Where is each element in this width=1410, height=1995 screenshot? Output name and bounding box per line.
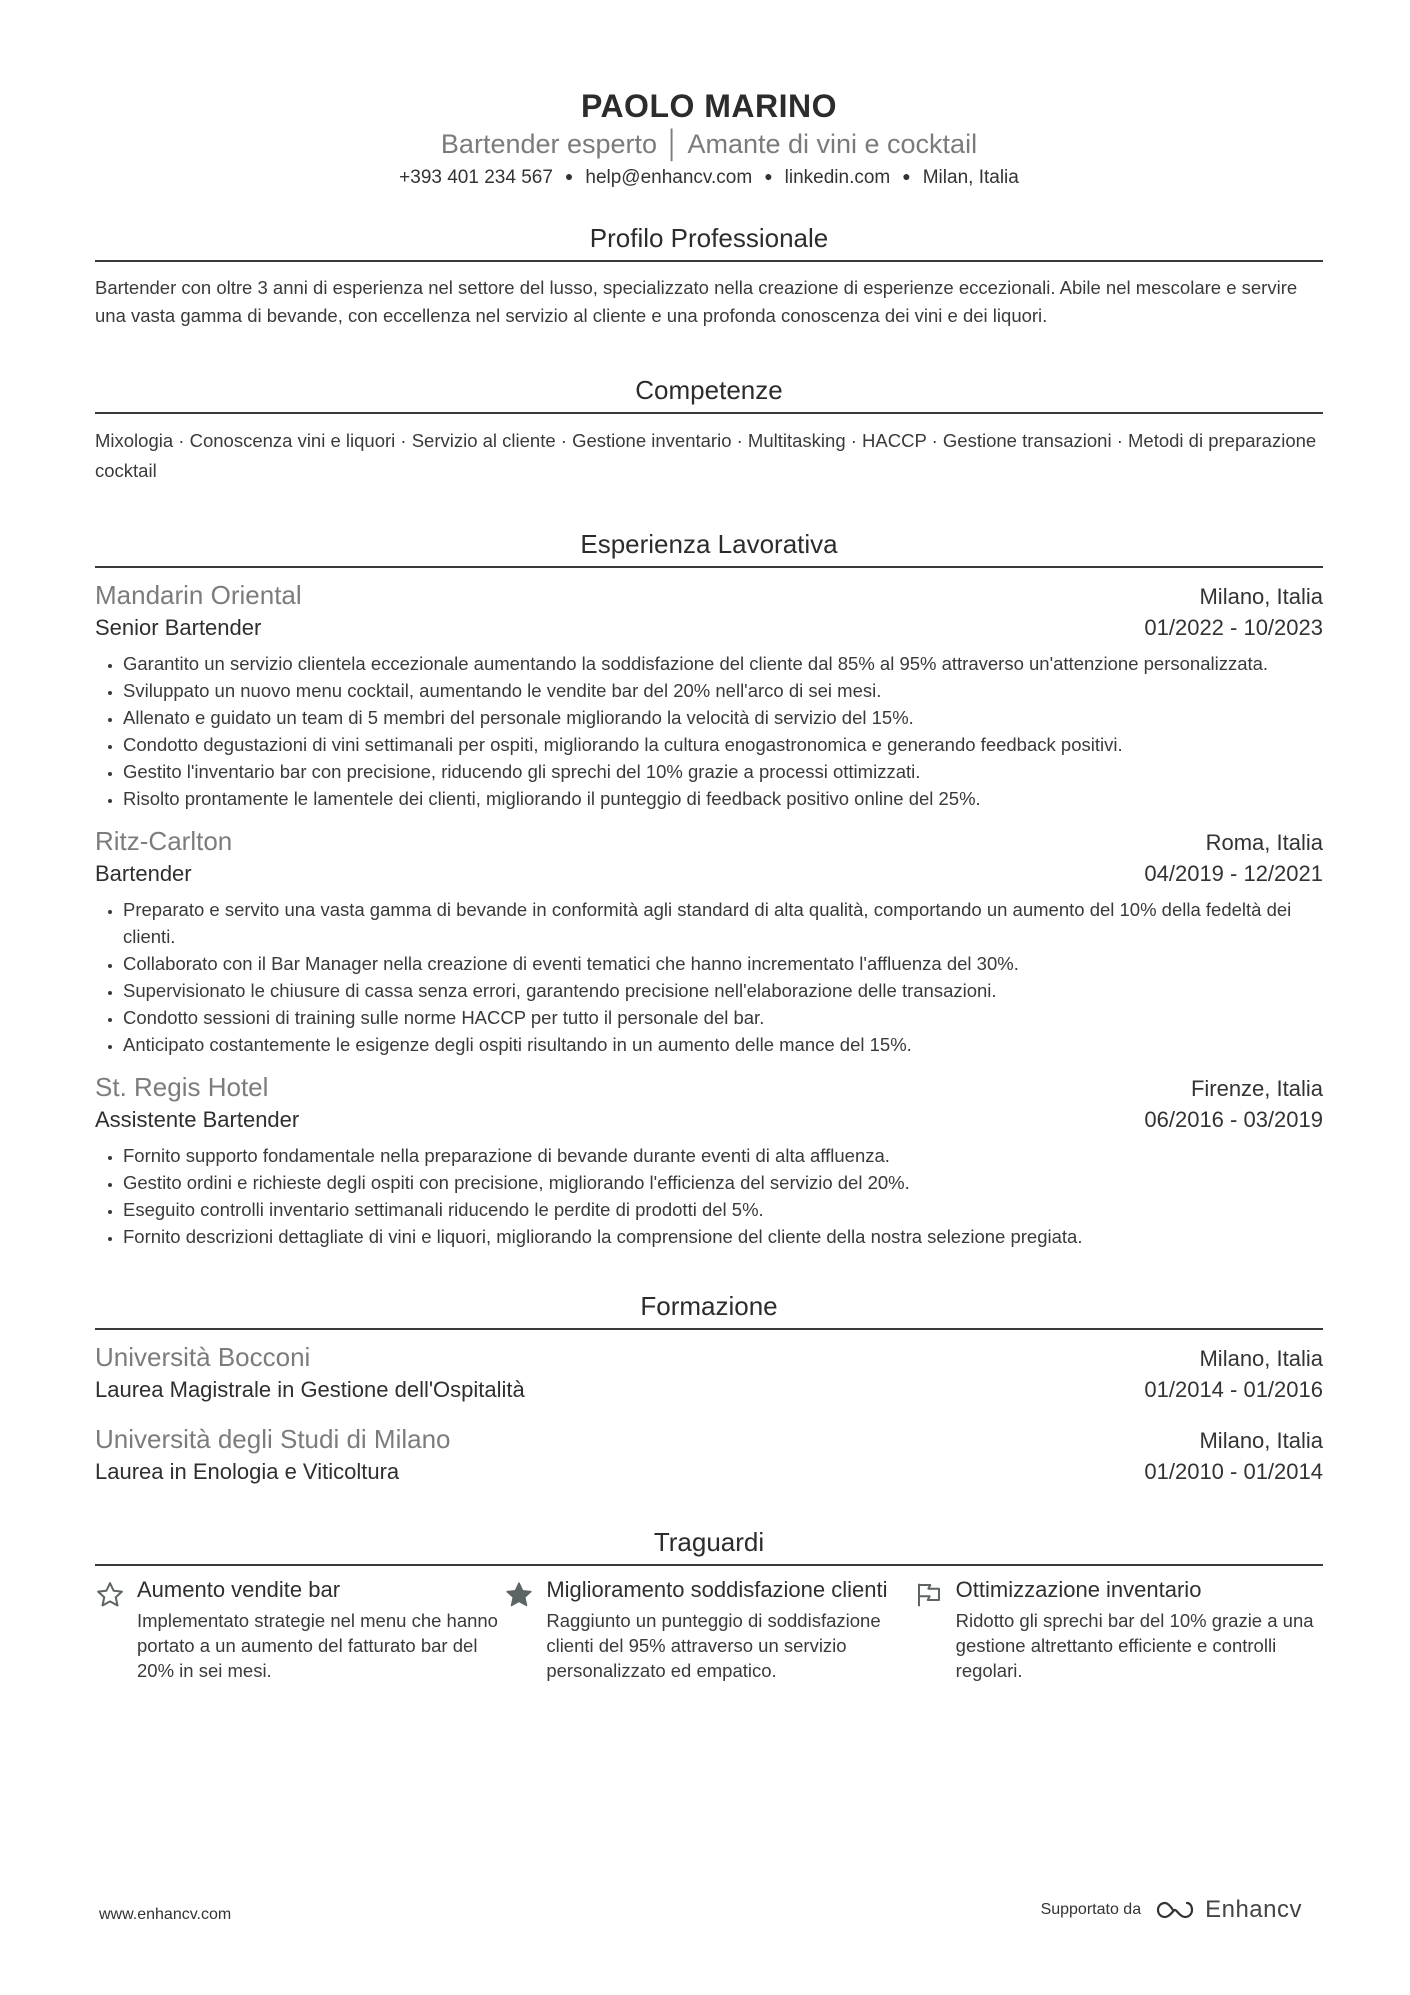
achievement-title: Aumento vendite bar (137, 1577, 341, 1602)
section-title-education: Formazione (95, 1288, 1323, 1330)
section-title-experience: Esperienza Lavorativa (95, 526, 1323, 568)
contact-linkedin[interactable]: linkedin.com (784, 167, 891, 188)
achievement-body (546, 1576, 913, 1683)
school-name: Università degli Studi di Milano (95, 1424, 451, 1454)
list-item: • Supervisionato le chiusure di cassa senza errori, garantendo precisione nell'elaborazione delle transazioni. (123, 977, 1323, 1004)
list-item: • Condotto sessioni di training sulle norme HACCP per tutto il personale del bar. (123, 1004, 1323, 1031)
list-item: • Garantito un servizio clientela eccezionale aumentando la soddisfazione del cliente dal 85% al 95% attraverso un'attenzione personalizzata. (123, 650, 1323, 677)
separator-dot-icon: ● (764, 168, 773, 184)
candidate-name: PAOLO MARINO (580, 88, 838, 124)
degree-name: Laurea Magistrale in Gestione dell'Ospitalità (95, 1377, 525, 1402)
entry-role-row (95, 612, 1323, 644)
profile-text: Bartender con oltre 3 anni di esperienza nel settore del lusso, specializzato nella creazione di esperienze eccezionali. Abile nel mescolare e servire una vasta gamma di bevande, con eccellenza nel servizio al cliente e una profonda conoscenza dei vini e dei liquori. (95, 277, 1298, 326)
company-name: Mandarin Oriental (95, 580, 302, 610)
list-item: • Gestito ordini e richieste degli ospiti con precisione, migliorando l'efficienza del servizio del 20%. (123, 1169, 1323, 1196)
skills-section (95, 372, 1323, 486)
experience-entry (95, 824, 1323, 1058)
company-location: Milano, Italia (1199, 584, 1323, 609)
job-dates: 01/2022 - 10/2023 (1144, 615, 1323, 640)
star-outline-icon (95, 1576, 137, 1615)
list-item: • Gestito l'inventario bar con precisione, riducendo gli sprechi del 10% grazie a processi ottimizzati. (123, 758, 1323, 785)
job-bullets (95, 650, 1323, 812)
job-role: Assistente Bartender (95, 1107, 300, 1132)
flag-icon (914, 1576, 956, 1615)
company-name: Ritz-Carlton (95, 826, 233, 856)
achievement-body (137, 1576, 504, 1683)
section-title-skills: Competenze (95, 372, 1323, 414)
list-item: • Sviluppato un nuovo menu cocktail, aumentando le vendite bar del 20% nell'arco di sei mesi. (123, 677, 1323, 704)
star-filled-icon (504, 1576, 546, 1615)
education-entry (95, 1340, 1323, 1406)
achievements-grid (95, 1576, 1323, 1683)
list-item: • Anticipato costantemente le esigenze degli ospiti risultando in un aumento delle mance del 15%. (123, 1031, 1323, 1058)
achievement-title: Miglioramento soddisfazione clienti (546, 1577, 888, 1602)
education-entry (95, 1422, 1323, 1488)
achievements-section (95, 1524, 1323, 1683)
entry-header-row (95, 1422, 1323, 1456)
resume-content (95, 0, 1323, 1683)
list-item: • Collaborato con il Bar Manager nella creazione di eventi tematici che hanno incrementato l'affluenza del 30%. (123, 950, 1323, 977)
degree-dates: 01/2014 - 01/2016 (1144, 1377, 1323, 1402)
enhancv-logo-icon (1153, 1899, 1197, 1921)
entry-header-row (95, 578, 1323, 612)
list-item: • Preparato e servito una vasta gamma di bevande in conformità agli standard di alta qualità, comportando un aumento del 10% della fedeltà dei clienti. (123, 896, 1323, 950)
degree-dates: 01/2010 - 01/2014 (1144, 1459, 1323, 1484)
job-dates: 04/2019 - 12/2021 (1144, 861, 1323, 886)
separator-dot-icon: ● (902, 168, 911, 184)
contact-location: Milan, Italia (922, 167, 1019, 188)
candidate-title: Bartender esperto │ Amante di vini e cocktail (440, 129, 978, 159)
entry-degree-row (95, 1374, 1323, 1406)
list-item: • Fornito descrizioni dettagliate di vini e liquori, migliorando la comprensione del cliente della nostra selezione pregiata. (123, 1223, 1323, 1250)
job-role: Senior Bartender (95, 615, 262, 640)
achievement-item (95, 1576, 504, 1683)
list-item: • Allenato e guidato un team di 5 membri del personale migliorando la velocità di servizio del 15%. (123, 704, 1323, 731)
separator-dot-icon: ● (564, 168, 574, 184)
experience-entry (95, 1070, 1323, 1250)
contact-line (95, 164, 1323, 192)
achievement-title: Ottimizzazione inventario (955, 1577, 1202, 1602)
company-location: Firenze, Italia (1190, 1076, 1323, 1101)
job-bullets (95, 1142, 1323, 1250)
entry-role-row (95, 1104, 1323, 1136)
company-location: Roma, Italia (1205, 830, 1323, 855)
entry-degree-row (95, 1456, 1323, 1488)
footer-brand: Enhancv (1205, 1896, 1302, 1923)
entry-role-row (95, 858, 1323, 890)
footer-powered-by: Supportato da (1040, 1901, 1142, 1918)
entry-header-row (95, 1340, 1323, 1374)
list-item: • Risolto prontamente le lamentele dei clienti, migliorando il punteggio di feedback positivo online del 25%. (123, 785, 1323, 812)
experience-section (95, 526, 1323, 1250)
job-role: Bartender (95, 861, 192, 886)
school-location: Milano, Italia (1199, 1346, 1323, 1371)
skills-text: Mixologia · Conoscenza vini e liquori · Servizio al cliente · Gestione inventario · Multitasking · HACCP · Gestione transazioni · Metodi di preparazione cocktail (95, 430, 1317, 481)
education-section (95, 1288, 1323, 1488)
section-title-achievements: Traguardi (95, 1524, 1323, 1566)
achievement-body (956, 1576, 1323, 1683)
section-title-profile: Profilo Professionale (95, 220, 1323, 262)
degree-name: Laurea in Enologia e Viticoltura (95, 1459, 400, 1484)
achievement-desc: Raggiunto un punteggio di soddisfazione clienti del 95% attraverso un servizio personalizzato ed empatico. (546, 1610, 881, 1681)
achievement-desc: Implementato strategie nel menu che hanno portato a un aumento del fatturato bar del 20% in sei mesi. (137, 1610, 498, 1681)
job-bullets (95, 896, 1323, 1058)
experience-entry (95, 578, 1323, 812)
list-item: • Eseguito controlli inventario settimanali riducendo le perdite di prodotti del 5%. (123, 1196, 1323, 1223)
school-name: Università Bocconi (95, 1342, 311, 1372)
resume-header (95, 0, 1323, 192)
company-name: St. Regis Hotel (95, 1072, 269, 1102)
achievement-desc: Ridotto gli sprechi bar del 10% grazie a una gestione altrettanto efficiente e controlli regolari. (955, 1610, 1314, 1681)
achievement-item (914, 1576, 1323, 1683)
achievement-item (504, 1576, 913, 1683)
footer-branding[interactable] (1041, 1896, 1302, 1924)
entry-header-row (95, 1070, 1323, 1104)
entry-header-row (95, 824, 1323, 858)
contact-email[interactable]: help@enhancv.com (585, 167, 753, 188)
footer-website[interactable]: www.enhancv.com (99, 1906, 232, 1923)
job-dates: 06/2016 - 03/2019 (1144, 1107, 1323, 1132)
contact-phone[interactable]: +393 401 234 567 (399, 167, 553, 188)
list-item: • Condotto degustazioni di vini settimanali per ospiti, migliorando la cultura enogastronomica e generando feedback positivi. (123, 731, 1323, 758)
profile-section (95, 220, 1323, 330)
school-location: Milano, Italia (1199, 1428, 1323, 1453)
list-item: • Fornito supporto fondamentale nella preparazione di bevande durante eventi di alta affluenza. (123, 1142, 1323, 1169)
